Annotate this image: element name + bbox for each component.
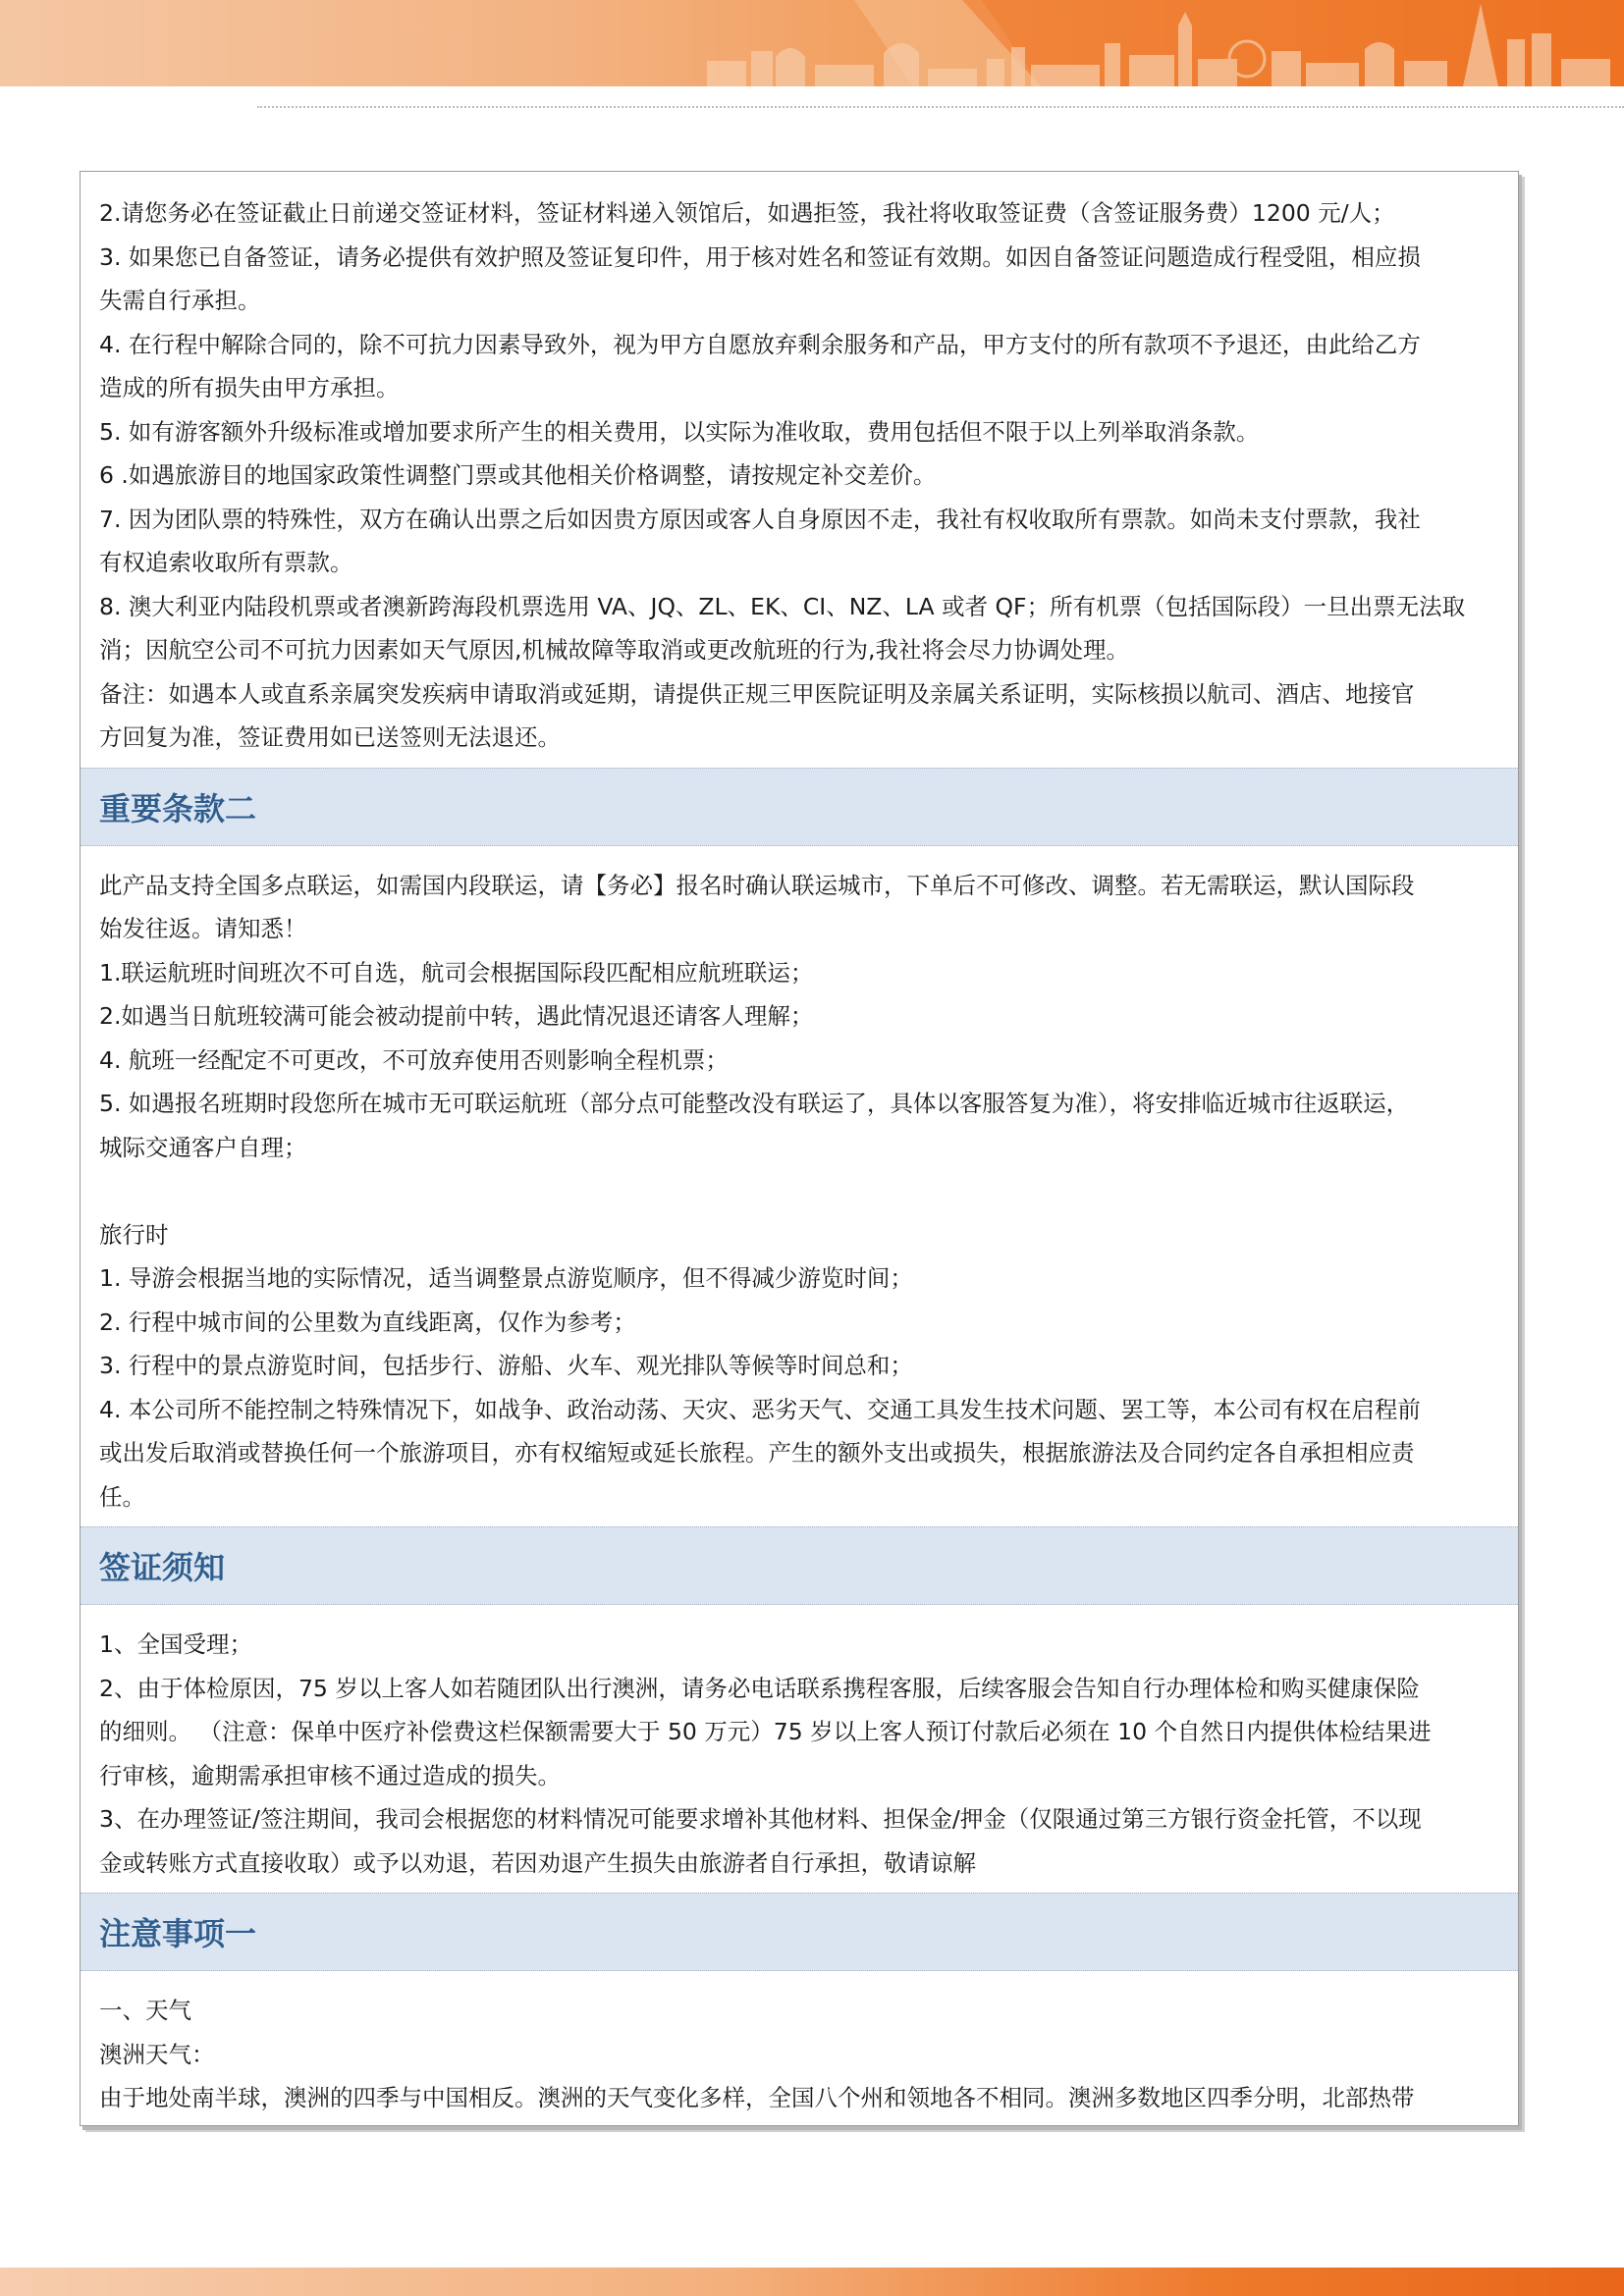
text-line: 3. 如果您已自备签证，请务必提供有效护照及签证复印件，用于核对姓名和签证有效期。如因自备签证问题造成行程受阻，相应损 xyxy=(99,242,1421,271)
city-skyline-illustration xyxy=(0,0,1624,86)
text-line: 2.如遇当日航班较满可能会被动提前中转，遇此情况退还请客人理解； xyxy=(99,1002,814,1030)
text-line: 2. 行程中城市间的公里数为直线距离，仅作为参考； xyxy=(99,1308,636,1336)
blank-line xyxy=(99,1169,1500,1213)
text-line: 5. 如遇报名班期时段您所在城市无可联运航班（部分点可能整改没有联运了，具体以客服答复为准），将安排临近城市往返联运， xyxy=(99,1090,1410,1117)
footer-banner xyxy=(0,2268,1624,2296)
subheading: 旅行时 xyxy=(99,1220,169,1249)
subheading: 一、天气 xyxy=(99,1997,191,2024)
header-banner xyxy=(0,0,1624,86)
text-line: 消；因航空公司不可抗力因素如天气原因,机械故障等取消或更改航班的行为,我社将会尽力协调处理。 xyxy=(99,636,1129,664)
text-line: 的细则。 （注意：保单中医疗补偿费这栏保额需要大于 50 万元）75 岁以上客人预订付款后必须在 10 个自然日内提供体检结果进 xyxy=(99,1718,1432,1745)
text-line: 4. 本公司所不能控制之特殊情况下，如战争、政治动荡、天灾、恶劣天气、交通工具发生技术问题、罢工等，本公司有权在启程前 xyxy=(99,1395,1421,1423)
text-line: 5. 如有游客额外升级标准或增加要求所产生的相关费用，以实际为准收取，费用包括但不限于以上列举取消条款。 xyxy=(99,417,1260,446)
text-line: 始发往返。请知悉！ xyxy=(99,915,307,942)
text-line: 4. 在行程中解除合同的，除不可抗力因素导致外，视为甲方自愿放弃剩余服务和产品，甲方支付的所有款项不予退还，由此给乙方 xyxy=(99,330,1421,358)
text-line: 8. 澳大利亚内陆段机票或者澳新跨海段机票选用 VA、JQ、ZL、EK、CI、NZ、LA 或者 QF；所有机票（包括国际段）一旦出票无法取 xyxy=(99,592,1466,620)
section-header-clause2 xyxy=(81,768,1518,846)
text-line: 方回复为准，签证费用如已送签则无法退还。 xyxy=(99,723,561,751)
clause2-body xyxy=(81,854,1518,1520)
section-title: 签证须知 xyxy=(99,1549,226,1586)
notes1-body xyxy=(81,1979,1518,2120)
text-line: 有权追索收取所有票款。 xyxy=(99,549,353,576)
text-line: 4. 航班一经配定不可更改，不可放弃使用否则影响全程机票； xyxy=(99,1045,729,1074)
text-line: 金或转账方式直接收取）或予以劝退，若因劝退产生损失由旅游者自行承担，敬请谅解 xyxy=(99,1848,976,1877)
intro-terms xyxy=(81,172,1518,760)
text-line: 城际交通客户自理； xyxy=(99,1133,307,1161)
section-title: 重要条款二 xyxy=(99,789,257,828)
text-line: 7. 因为团队票的特殊性，双方在确认出票之后如因贵方原因或客人自身原因不走，我社有权收取所有票款。如尚未支付票款，我社 xyxy=(99,505,1421,533)
text-line: 此产品支持全国多点联运，如需国内段联运，请【务必】报名时确认联运城市，下单后不可修改、调整。若无需联运，默认国际段 xyxy=(99,871,1415,899)
section-header-visa xyxy=(81,1526,1518,1605)
text-line: 1、全国受理； xyxy=(99,1630,252,1658)
text-line: 2、由于体检原因，75 岁以上客人如若随团队出行澳洲，请务必电话联系携程客服，后续客服会告知自行办理体检和购买健康保险 xyxy=(99,1674,1420,1702)
text-line: 3、在办理签证/签注期间，我司会根据您的材料情况可能要求增补其他材料、担保金/押金（仅限通过第三方银行资金托管，不以现 xyxy=(99,1805,1422,1833)
text-line: 2.请您务必在签证截止日前递交签证材料，签证材料递入领馆后，如遇拒签，我社将收取签证费（含签证服务费）1200 元/人； xyxy=(99,199,1395,227)
text-line: 6 .如遇旅游目的地国家政策性调整门票或其他相关价格调整，请按规定补交差价。 xyxy=(99,461,937,489)
text-line: 3. 行程中的景点游览时间，包括步行、游船、火车、观光排队等候等时间总和； xyxy=(99,1352,913,1379)
content-panel xyxy=(80,171,1519,2126)
text-line: 造成的所有损失由甲方承担。 xyxy=(99,374,400,401)
text-line: 备注：如遇本人或直系亲属突发疾病申请取消或延期，请提供正规三甲医院证明及亲属关系证明，实际核损以航司、酒店、地接官 xyxy=(99,679,1415,708)
text-line: 1. 导游会根据当地的实际情况，适当调整景点游览顺序，但不得减少游览时间； xyxy=(99,1264,913,1292)
text-line: 任。 xyxy=(99,1482,145,1511)
text-line: 由于地处南半球，澳洲的四季与中国相反。澳洲的天气变化多样，全国八个州和领地各不相同。澳洲多数地区四季分明，北部热带 xyxy=(99,2084,1415,2111)
text-line: 或出发后取消或替换任何一个旅游项目，亦有权缩短或延长旅程。产生的额外支出或损失，根据旅游法及合同约定各自承担相应责 xyxy=(99,1439,1415,1467)
text-line: 失需自行承担。 xyxy=(99,287,261,314)
text-line: 澳洲天气： xyxy=(99,2040,215,2068)
visa-body xyxy=(81,1613,1518,1885)
header-dotted-rule xyxy=(257,106,1624,108)
section-header-notes1 xyxy=(81,1893,1518,1971)
text-line: 行审核，逾期需承担审核不通过造成的损失。 xyxy=(99,1761,561,1789)
section-title: 注意事项一 xyxy=(99,1915,257,1952)
text-line: 1.联运航班时间班次不可自选，航司会根据国际段匹配相应航班联运； xyxy=(99,958,814,987)
